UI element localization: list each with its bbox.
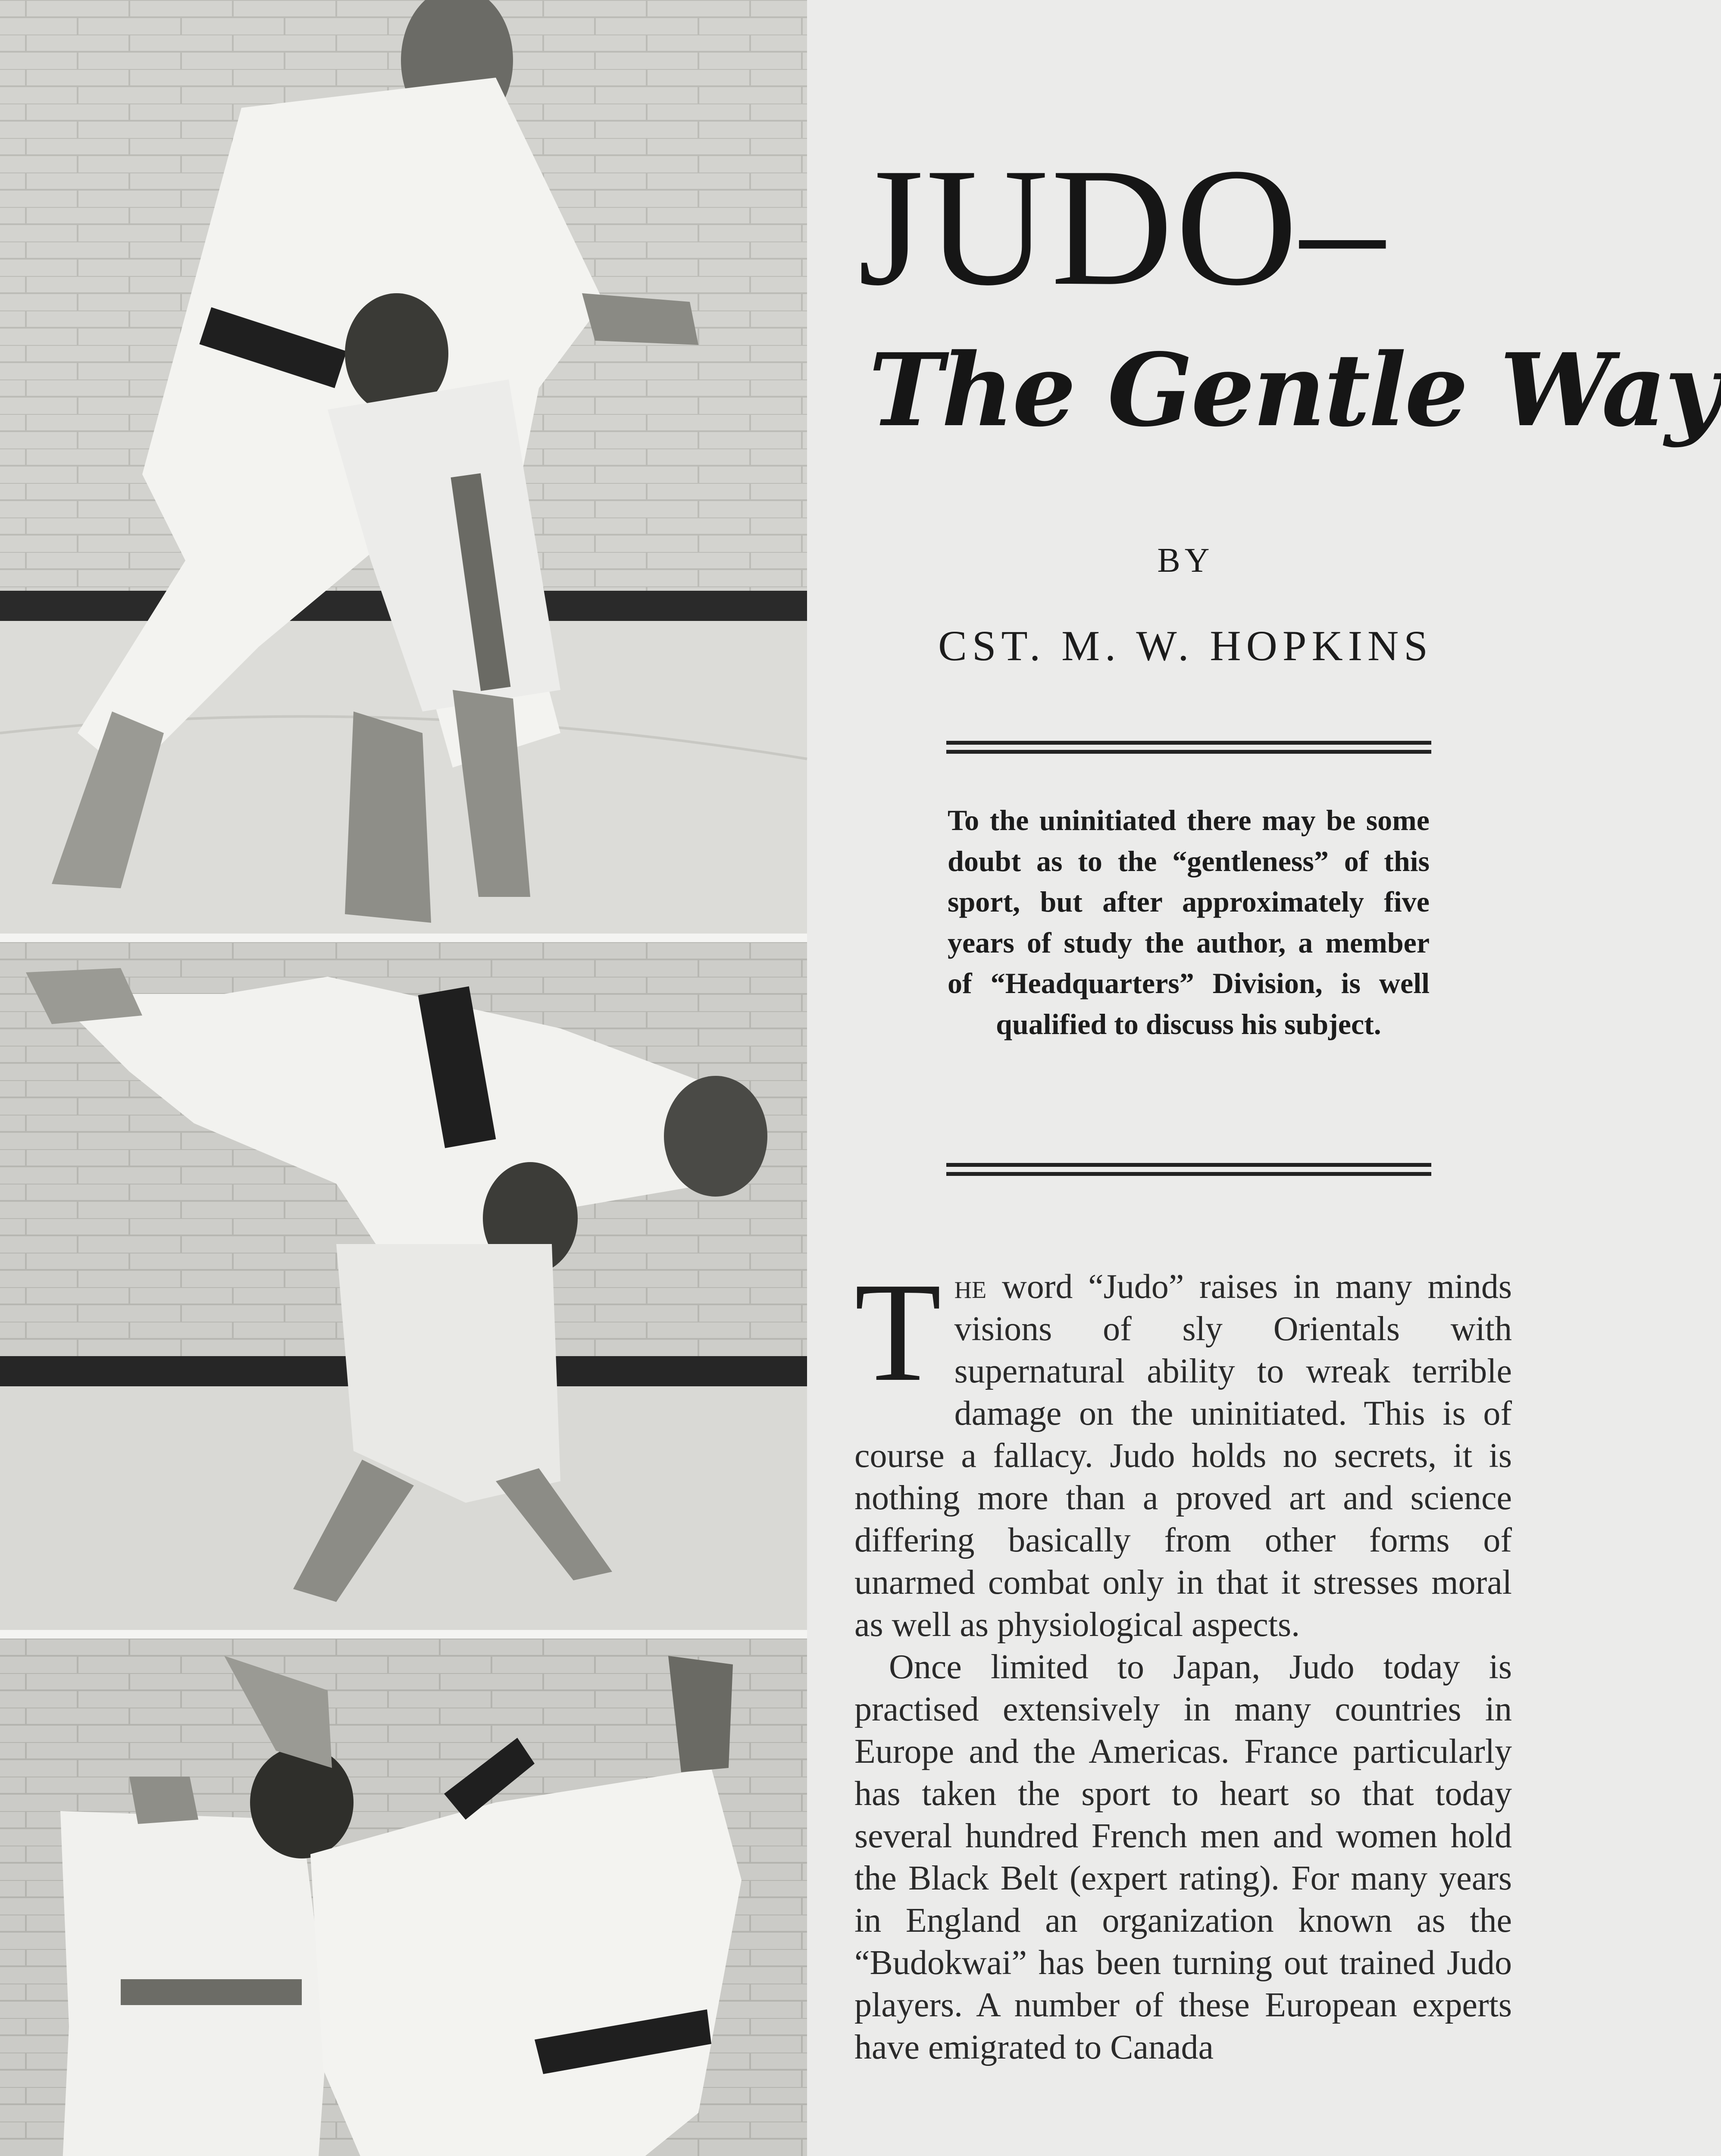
author-name: CST. M. W. HOPKINS bbox=[938, 622, 1433, 670]
article-title: JUDO– bbox=[858, 133, 1387, 320]
article-subtitle: The Gentle Way bbox=[869, 331, 1721, 449]
double-rule-bottom bbox=[946, 1163, 1431, 1176]
photo-column bbox=[0, 0, 807, 2156]
photo-airborne-throw bbox=[0, 1639, 807, 2156]
paragraph-2: Once limited to Japan, Judo today is practised extensively in many countries in Europe and the Americas. France particularly has taken the sport to heart so that today several hundred French men and women hold the Black Belt (expert rating). For many years in England an organization known as the “Budokwai” has been turning out trained Judo players. A number of these European experts have emigrated to Canada bbox=[854, 1648, 1512, 2066]
photo-shoulder-throw bbox=[0, 942, 807, 1630]
drop-cap: T bbox=[854, 1253, 942, 1411]
lead-smallcaps: he bbox=[954, 1268, 987, 1306]
intro-blurb: To the uninitiated there may be some doubt as to the “gentleness” of this sport, but after approximately five years of study the author, a member of “Headquarters” Division, is well qualified to discuss his subject. bbox=[948, 804, 1430, 1040]
paragraph-1-text: word “Judo” raises in many minds visions of sly Orientals with supernatural ability to wreak terrible damage on the uninitiated. This is of course a fallacy. Judo holds no secrets, it is nothing more than a proved art and science differing basically from other forms of unarmed combat only in that it stresses moral as well as physiological aspects. bbox=[854, 1268, 1512, 1644]
double-rule-top bbox=[946, 741, 1431, 754]
byline-prefix: BY bbox=[1157, 542, 1214, 580]
paragraph-1 bbox=[854, 1253, 1512, 1646]
article-body bbox=[854, 1253, 1512, 2068]
photo-judo-grip bbox=[0, 0, 807, 934]
photo-divider bbox=[0, 934, 807, 942]
photo-divider bbox=[0, 1630, 807, 1639]
